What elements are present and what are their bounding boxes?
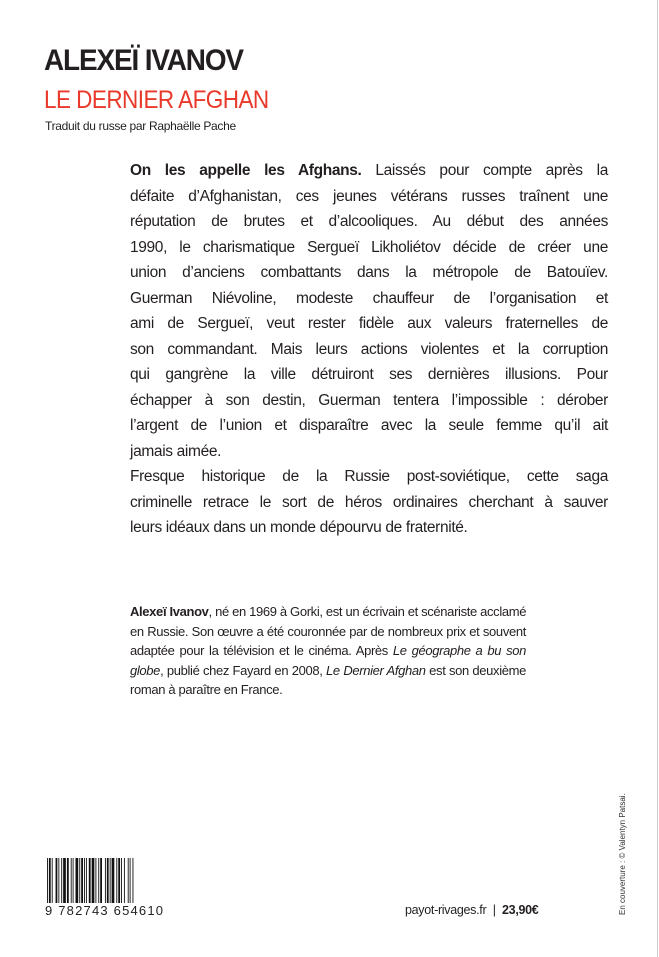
barcode-bar [98, 858, 99, 906]
bio-name: Alexeï Ivanov [130, 604, 209, 619]
translator-credit: Traduit du russe par Raphaëlle Pache [45, 119, 236, 133]
book-author: ALEXEÏ IVANOV [44, 44, 243, 77]
barcode-bar [107, 858, 109, 906]
bio-text: en Russie. Son œuvre a été couronnée par de nombreux prix et souvent [130, 623, 526, 639]
book-title: LE DERNIER AFGHAN [44, 86, 269, 114]
barcode-bar [110, 858, 111, 906]
barcode-bar [71, 858, 72, 906]
bio-line [130, 641, 526, 661]
summary-line [130, 158, 608, 184]
barcode-bar [61, 858, 62, 906]
summary-line: Guerman Niévoline, modeste chauffeur de l’organisation et [130, 289, 608, 307]
barcode-bar [67, 858, 69, 906]
barcode-bar [112, 858, 115, 906]
barcode-bar [79, 858, 80, 906]
summary-line: leurs idéaux dans un monde dépourvu de fraternité. [130, 519, 468, 536]
barcode-bar [76, 858, 79, 906]
barcode-bar [128, 858, 129, 906]
bio-text: , né en 1969 à Gorki, est un écrivain et scénariste acclamé [208, 604, 527, 619]
bio-line [130, 602, 526, 622]
barcode-bar [56, 858, 58, 906]
separator: | [492, 903, 496, 917]
barcode-bar [95, 858, 96, 906]
price: 23,90€ [502, 903, 539, 917]
bio-text: adaptée pour la télévision et le cinéma. Après [130, 643, 393, 659]
summary-line: ami de Sergueï, veut rester fidèle aux valeurs fraternelles de [130, 315, 608, 332]
bio-line [130, 661, 526, 681]
barcode-bar [121, 858, 122, 906]
barcode-bar [116, 858, 117, 906]
summary-line: jamais aimée. [130, 442, 222, 460]
page-edge [657, 0, 658, 957]
author-bio [130, 602, 526, 700]
summary-line: union d’anciens combattants dans la métropole de Batouïev. [130, 264, 608, 281]
bio-book-title: Le géographe a bu son [392, 643, 526, 659]
bio-book-title: Le Dernier Afghan [326, 662, 426, 678]
bio-line [130, 622, 526, 642]
summary-line: 1990, le charismatique Sergueï Likholiétov décide de créer une [130, 238, 608, 256]
summary-lead: On les appelle les Afghans. [130, 162, 362, 179]
summary-line: échapper à son destin, Guerman tentera l’impossible : dérober [130, 391, 608, 409]
barcode-bar [130, 858, 131, 906]
barcode-bar [63, 858, 66, 906]
bio-text: est son deuxième [425, 662, 526, 678]
barcode-bar [100, 858, 102, 906]
barcode-bar [118, 858, 120, 906]
barcode-bar [84, 858, 85, 906]
book-summary [130, 158, 608, 541]
footer [405, 903, 538, 917]
summary-line: son commandant. Mais leurs actions violentes et la corruption [130, 340, 608, 358]
summary-line: réputation de brutes et d’alcooliques. Au début des années [130, 213, 608, 230]
barcode-bar [86, 858, 87, 906]
bio-book-title: globe [130, 662, 161, 678]
publisher-site[interactable]: payot-rivages.fr [405, 903, 487, 917]
bio-line [130, 680, 526, 700]
barcode-bar [52, 858, 53, 906]
barcode-bar [105, 858, 106, 906]
barcode-bar [73, 858, 74, 906]
summary-line: qui gangrène la ville détruiront ses dernières illusions. Pour [130, 366, 608, 383]
summary-line: criminelle retrace le sort de héros ordinaires cherchant à sauver [130, 493, 608, 511]
summary-text: Laissés pour compte après la [361, 162, 608, 179]
summary-line: l’argent de l’union et disparaître avec la seule femme qu’il ait [130, 417, 608, 434]
bio-text: roman à paraître en France. [130, 682, 283, 698]
cover-credit: En couverture : © Valentyn Patsai. [618, 793, 627, 915]
isbn-number: 9 782743 654610 [45, 903, 165, 918]
bio-text: , publié chez Fayard en 2008, [160, 662, 327, 678]
barcode-bar [124, 858, 125, 906]
summary-line: Fresque historique de la Russie post-soviétique, cette saga [130, 468, 608, 485]
barcode-bar [58, 858, 59, 906]
barcode-bar [81, 858, 83, 906]
summary-line: défaite d’Afghanistan, ces jeunes vétérans russes traînent une [130, 187, 608, 205]
